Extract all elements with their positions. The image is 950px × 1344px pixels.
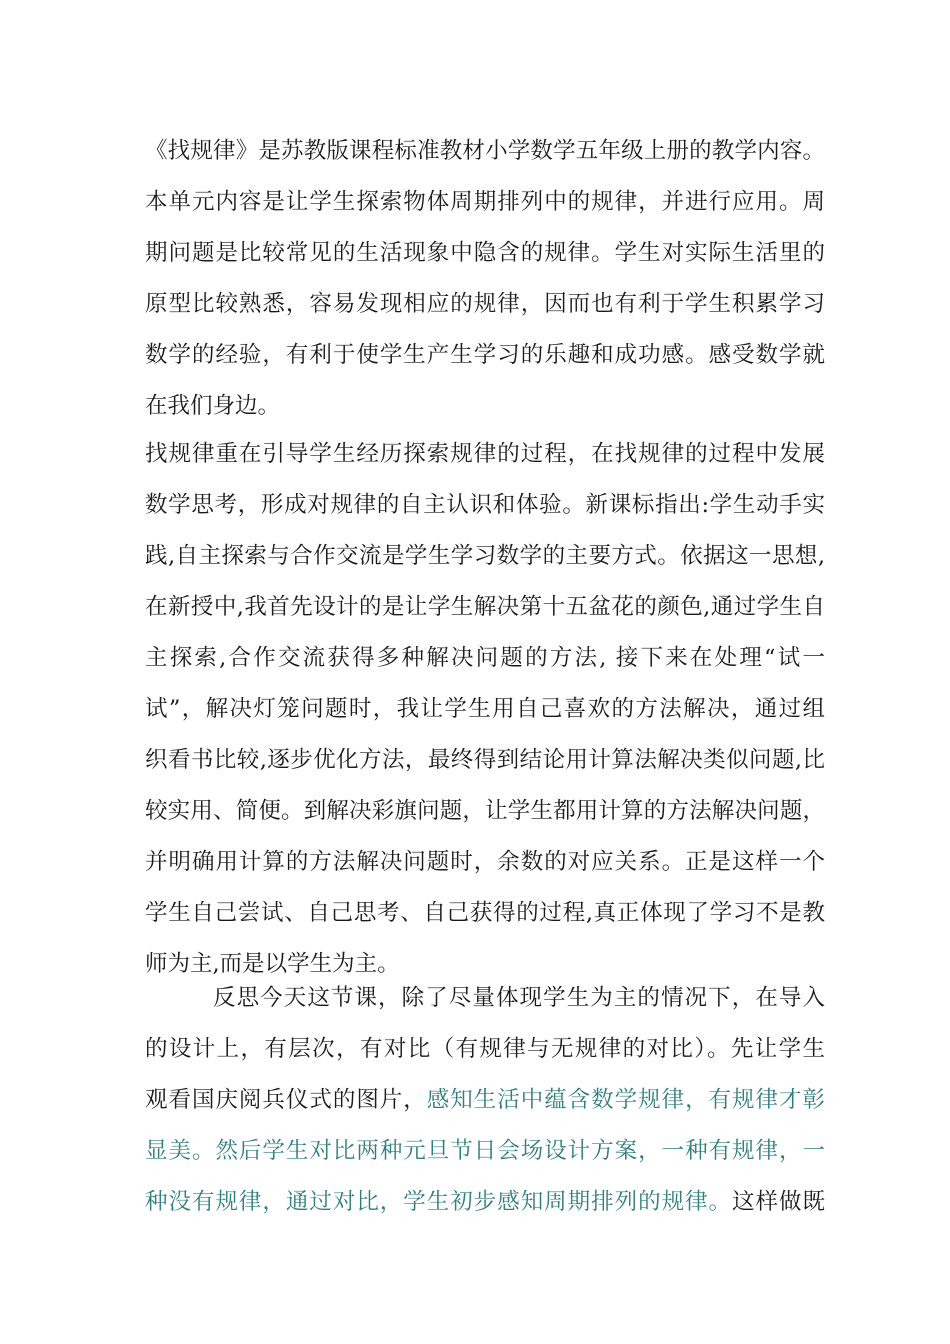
text-segment: 观看国庆阅兵仪式的图片，	[145, 1087, 427, 1113]
highlighted-text: 种没有规律，通过对比，学生初步感知周期排列的规律。	[145, 1189, 733, 1215]
text-line: 《找规律》是苏教版课程标准教材小学数学五年级上册的教学内容。	[145, 138, 825, 164]
text-line	[145, 1075, 825, 1126]
text-line: 找规律重在引导学生经历探索规律的过程，在找规律的过程中发展	[145, 441, 825, 467]
text-line: 践,自主探索与合作交流是学生学习数学的主要方式。依据这一思想,	[145, 543, 825, 569]
paragraph-reflection	[145, 973, 825, 1228]
text-line: 在新授中,我首先设计的是让学生解决第十五盆花的颜色,通过学生自	[145, 594, 825, 620]
text-line: 期问题是比较常见的生活现象中隐含的规律。学生对实际生活里的	[145, 240, 825, 266]
text-segment: 这样做既	[732, 1189, 825, 1215]
text-line: 师为主,而是以学生为主。	[145, 951, 400, 977]
text-line: 较实用、简便。到解决彩旗问题，让学生都用计算的方法解决问题，	[145, 798, 825, 824]
text-line: 反思今天这节课，除了尽量体现学生为主的情况下，在导入	[213, 985, 825, 1011]
text-line: 学生自己尝试、自己思考、自己获得的过程,真正体现了学习不是教	[145, 900, 825, 926]
text-line: 原型比较熟悉，容易发现相应的规律，因而也有利于学生积累学习	[145, 291, 825, 317]
highlighted-text: 感知生活中蕴含数学规律，有规律才彰	[426, 1087, 825, 1113]
text-line	[145, 1177, 825, 1228]
paragraph-intro	[145, 126, 825, 432]
text-line: 并明确用计算的方法解决问题时，余数的对应关系。正是这样一个	[145, 849, 825, 875]
text-line: 主探索,合作交流获得多种解决问题的方法, 接下来在处理“试一	[145, 645, 825, 671]
text-line: 数学的经验，有利于使学生产生学习的乐趣和成功感。感受数学就	[145, 342, 825, 368]
text-line: 织看书比较,逐步优化方法，最终得到结论用计算法解决类似问题,比	[145, 747, 825, 773]
text-line: 试”，解决灯笼问题时，我让学生用自己喜欢的方法解决，通过组	[145, 696, 825, 722]
text-line: 的设计上，有层次，有对比（有规律与无规律的对比）。先让学生	[145, 1036, 825, 1062]
text-line: 数学思考，形成对规律的自主认识和体验。新课标指出:学生动手实	[145, 492, 825, 518]
highlighted-text: 显美。然后学生对比两种元旦节日会场设计方案，一种有规律，一	[145, 1138, 825, 1164]
text-line: 在我们身边。	[145, 393, 281, 419]
text-line: 本单元内容是让学生探索物体周期排列中的规律，并进行应用。周	[145, 189, 825, 215]
paragraph-process	[145, 429, 825, 990]
